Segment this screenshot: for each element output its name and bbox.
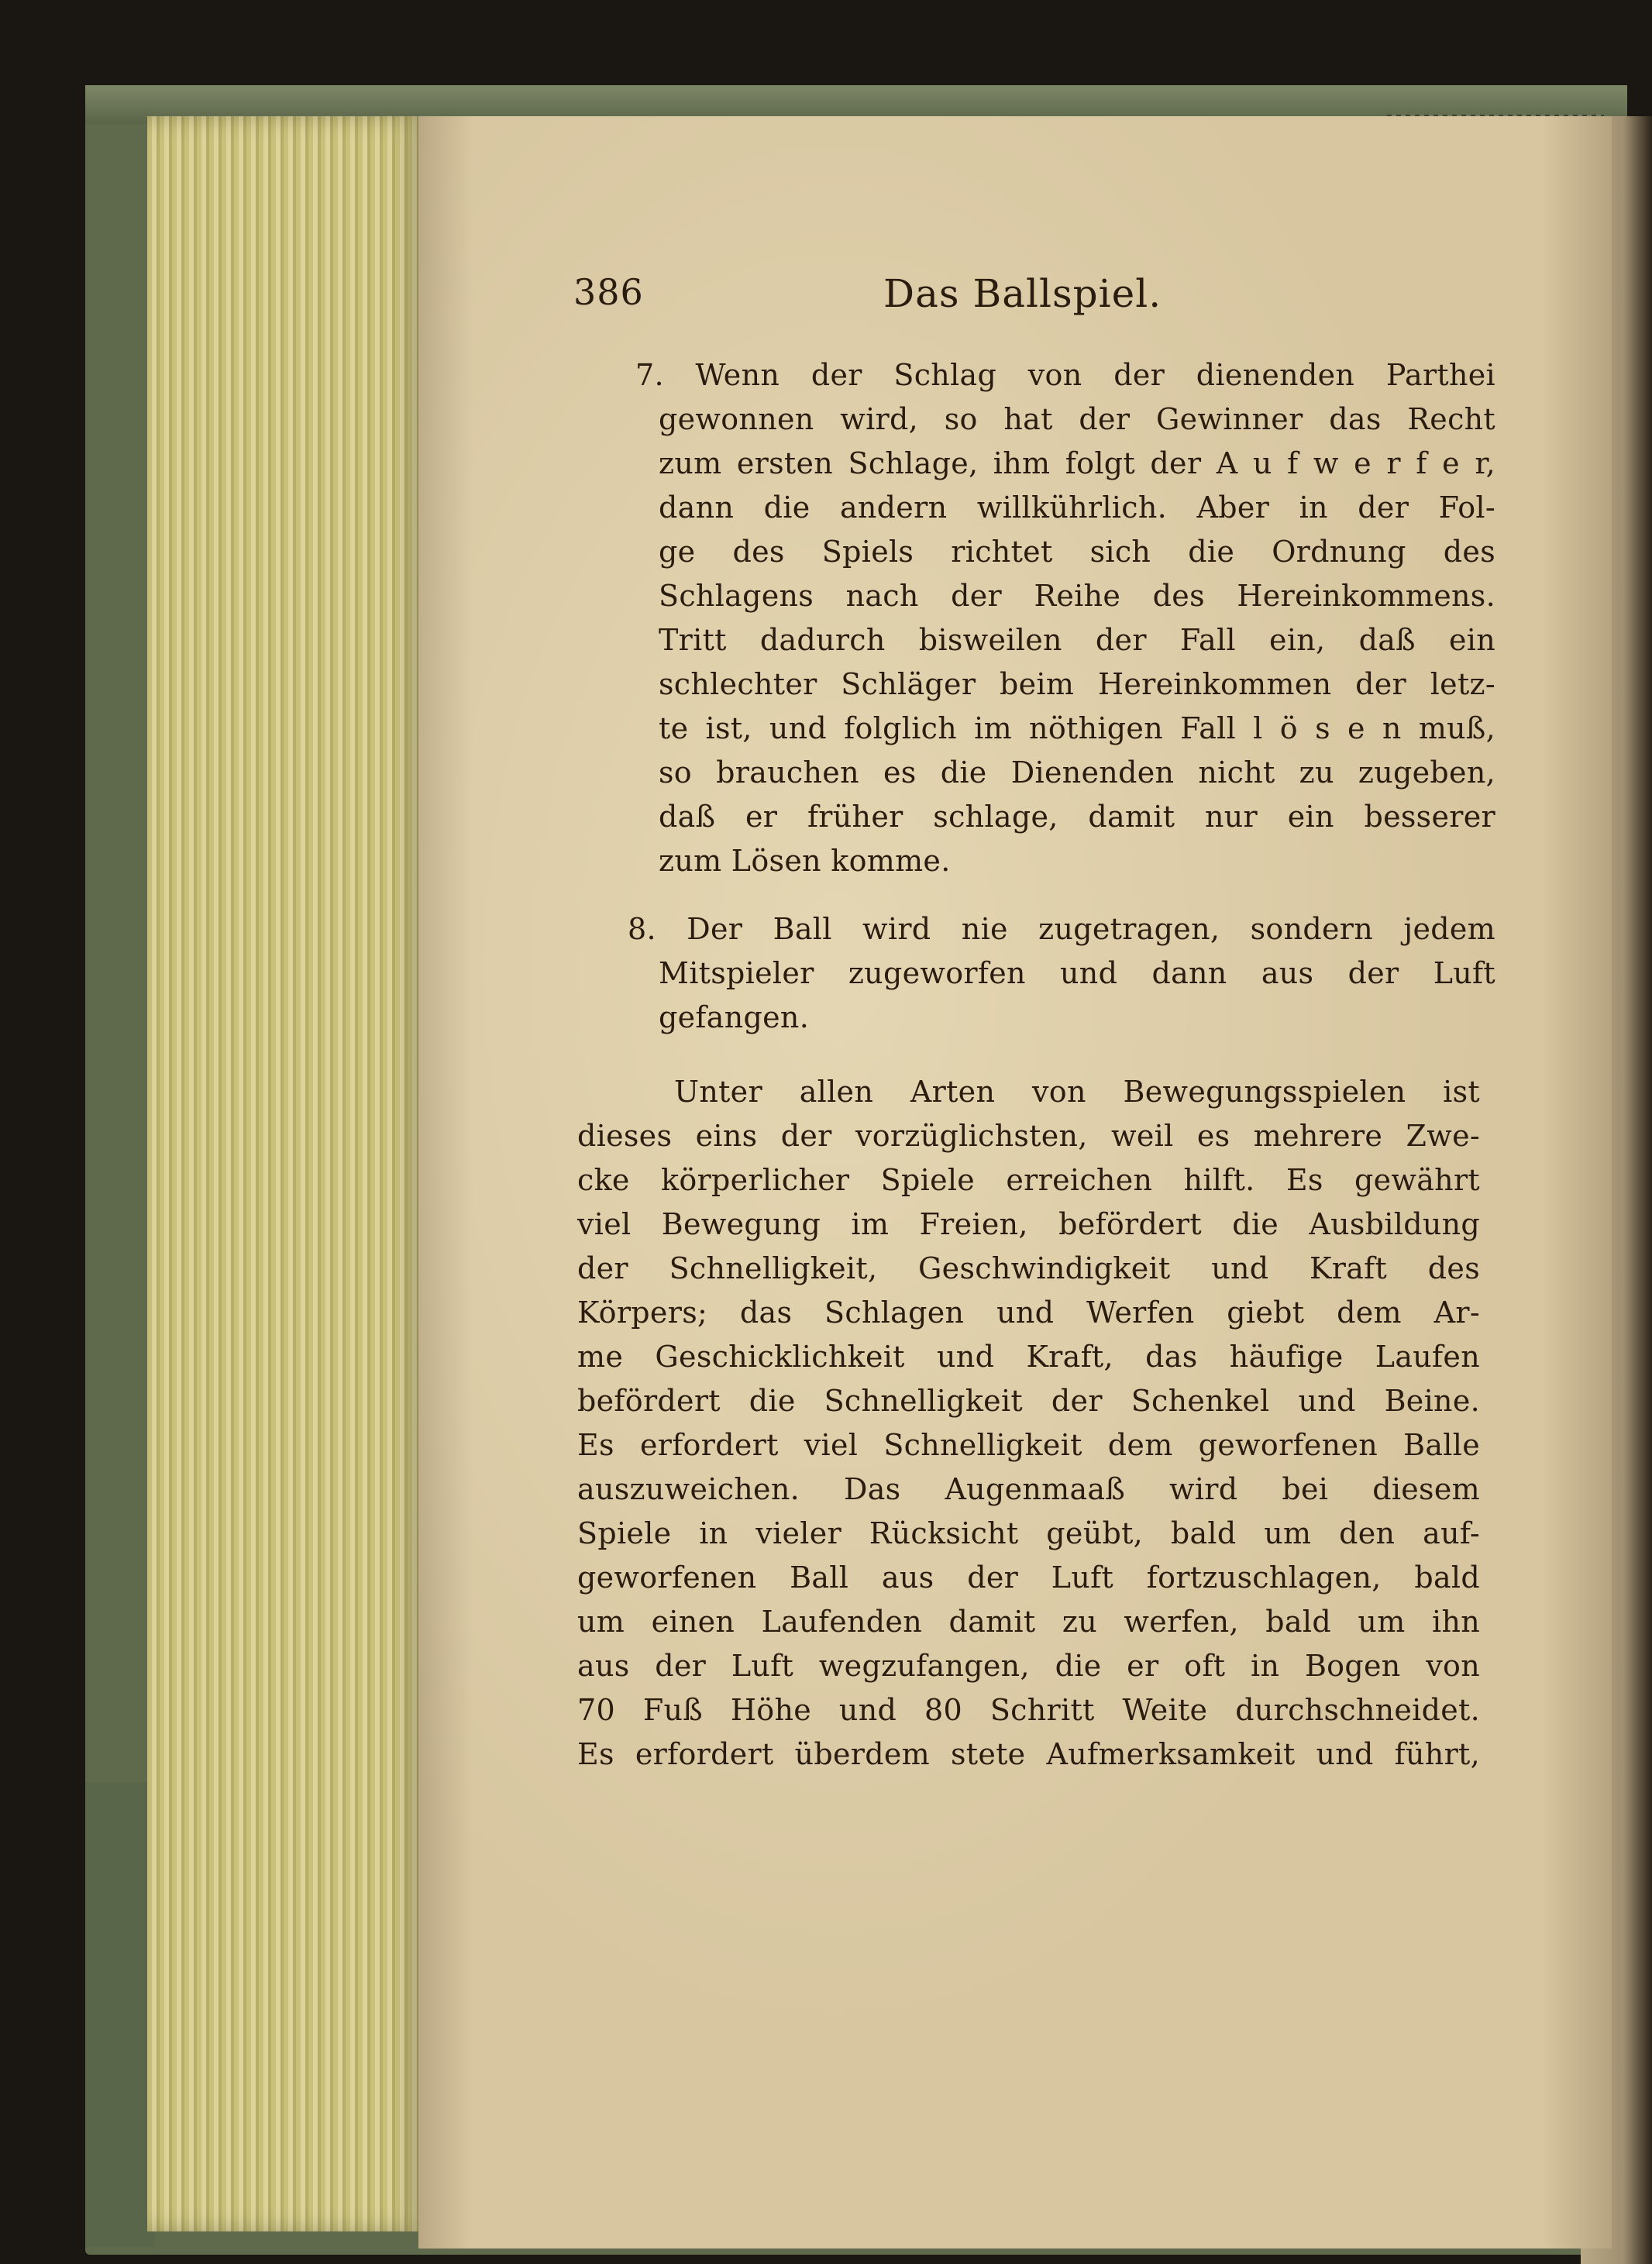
text-line: ge des Spiels richtet sich die Ordnung des (659, 535, 1495, 569)
text-line: auszuweichen. Das Augenmaaß wird bei diesem (577, 1472, 1480, 1506)
text-line: daß er früher schlage, damit nur ein besserer (659, 800, 1495, 834)
text-line: me Geschicklichkeit und Kraft, das häufige Laufen (577, 1340, 1480, 1374)
page-number: 386 (573, 271, 644, 313)
text-line: gefangen. (659, 1000, 810, 1034)
page-stack-edges (147, 116, 426, 2231)
text-line: Es erfordert überdem stete Aufmerksamkeit und führt, (577, 1737, 1480, 1771)
text-line: dieses eins der vorzüglichsten, weil es mehrere Zwe- (577, 1119, 1480, 1153)
text-line: 8. Der Ball wird nie zugetragen, sondern jedem (628, 912, 1495, 946)
text-line: so brauchen es die Dienenden nicht zu zugeben, (659, 755, 1495, 790)
text-line: 7. Wenn der Schlag von der dienenden Parthei (635, 358, 1495, 392)
text-line: aus der Luft wegzufangen, die er oft in Bogen von (577, 1649, 1480, 1683)
text-line: Tritt dadurch bisweilen der Fall ein, daß ein (659, 623, 1495, 657)
text-line: zum Lösen komme. (659, 844, 951, 878)
text-line: Schlagens nach der Reihe des Hereinkommens. (659, 579, 1495, 613)
text-line: befördert die Schnelligkeit der Schenkel und Beine. (577, 1384, 1480, 1418)
text-line: Mitspieler zugeworfen und dann aus der Luft (659, 956, 1495, 990)
text-line: geworfenen Ball aus der Luft fortzuschlagen, bald (577, 1560, 1480, 1595)
text-line: gewonnen wird, so hat der Gewinner das Recht (659, 402, 1495, 436)
text-line: der Schnelligkeit, Geschwindigkeit und Kraft des (577, 1251, 1480, 1285)
text-line: dann die andern willkührlich. Aber in der Fol- (659, 490, 1495, 525)
page-header (573, 271, 1488, 325)
text-line: Spiele in vieler Rücksicht geübt, bald um den auf- (577, 1516, 1480, 1550)
text-line: 70 Fuß Höhe und 80 Schritt Weite durchschneidet. (577, 1693, 1480, 1727)
text-line: zum ersten Schlage, ihm folgt der A u f w e r f e r, (659, 446, 1495, 480)
text-line: te ist, und folglich im nöthigen Fall l ö s e n muß, (659, 711, 1495, 745)
text-line: Es erfordert viel Schnelligkeit dem geworfenen Balle (577, 1428, 1480, 1462)
text-line: schlechter Schläger beim Hereinkommen der letz- (659, 667, 1495, 701)
text-line: viel Bewegung im Freien, befördert die Ausbildung (577, 1207, 1480, 1241)
text-line: um einen Laufenden damit zu werfen, bald um ihn (577, 1605, 1480, 1639)
text-line: Körpers; das Schlagen und Werfen giebt dem Ar- (577, 1295, 1480, 1330)
cover-spine-edge (85, 1782, 155, 2247)
running-title: Das Ballspiel. (883, 271, 1162, 316)
text-line: Unter allen Arten von Bewegungsspielen ist (674, 1075, 1480, 1109)
text-line: cke körperlicher Spiele erreichen hilft. Es gewährt (577, 1163, 1480, 1197)
